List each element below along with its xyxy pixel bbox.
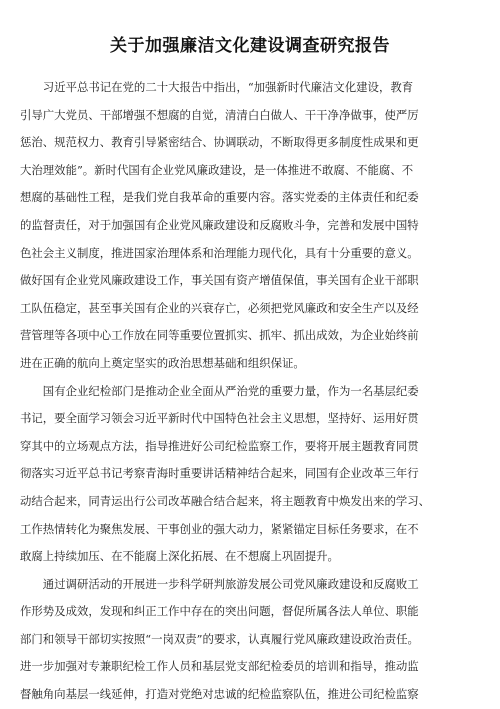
text-line: 书记，要全面学习领会习近平新时代中国特色社会主义思想，坚持好、运用好贯 <box>20 411 419 426</box>
text-line: 督触角向基层一线延伸，打造对党绝对忠诚的纪检监察队伍，推进公司纪检监察 <box>20 687 419 702</box>
text-line: 工队伍稳定，甚至事关国有企业的兴衰存亡，必须把党风廉政和安全生产以及经 <box>20 300 419 315</box>
text-line: 部门和领导干部切实按照“一岗双责”的要求，认真履行党风廉政建设政治责任。 <box>20 631 419 646</box>
text-line: 大治理效能”。新时代国有企业党风廉政建设，是一体推进不敢腐、不能腐、不 <box>20 162 414 177</box>
report-title: 关于加强廉洁文化建设调查研究报告 <box>110 36 390 56</box>
paragraph-1 <box>20 74 480 378</box>
paragraph-2 <box>20 378 480 571</box>
text-line: 习近平总书记在党的二十大报告中指出，“加强新时代廉洁文化建设，教育 <box>42 80 414 94</box>
text-line: 国有企业纪检部门是推动企业全面从严治党的重要力量，作为一名基层纪委 <box>42 383 419 398</box>
text-line: 色社会主义制度，推进国家治理体系和治理能力现代化，具有十分重要的意义。 <box>20 245 419 260</box>
text-line: 惩治、规范权力、教育引导紧密结合、协调联动，不断取得更多制度性成果和更 <box>20 135 419 150</box>
text-line: 进在正确的航向上奠定坚实的政治思想基础和组织保证。 <box>20 355 305 370</box>
text-line: 通过调研活动的开展进一步科学研判旅游发展公司党风廉政建设和反腐败工 <box>42 576 419 591</box>
text-line: 作形势及成效，发现和纠正工作中存在的突出问题，督促所属各法人单位、职能 <box>20 604 419 619</box>
text-line: 想腐的基础性工程，是我们党自我革命的重要内容。落实党委的主体责任和纪委 <box>20 190 419 205</box>
text-line: 敢腐上持续加压、在不能腐上深化拓展、在不想腐上巩固提升。 <box>20 549 339 564</box>
text-line: 穿其中的立场观点方法，指导推进好公司纪检监察工作，要将开展主题教育同贯 <box>20 438 419 453</box>
text-line: 动结合起来，同青运出行公司改革融合结合起来，将主题教育中焕发出来的学习、 <box>20 493 431 508</box>
text-line: 引导广大党员、干部增强不想腐的自觉，清清白白做人、干干净净做事，使严厉 <box>20 107 419 122</box>
text-line: 做好国有企业党风廉政建设工作，事关国有资产增值保值，事关国有企业干部职 <box>20 273 419 288</box>
text-line: 进一步加强对专兼职纪检工作人员和基层党支部纪检委员的培训和指导，推动监 <box>20 659 419 674</box>
text-line: 营管理等各项中心工作放在同等重要位置抓实、抓牢、抓出成效，为企业始终前 <box>20 328 419 343</box>
paragraph-3 <box>20 571 480 709</box>
text-line: 的监督责任，对于加强国有企业党风廉政建设和反腐败斗争，完善和发展中国特 <box>20 217 419 232</box>
text-line: 工作热情转化为聚焦发展、干事创业的强大动力，紧紧锚定目标任务要求，在不 <box>20 521 419 536</box>
text-line: 彻落实习近平总书记考察青海时重要讲话精神结合起来，同国有企业改革三年行 <box>20 466 419 481</box>
